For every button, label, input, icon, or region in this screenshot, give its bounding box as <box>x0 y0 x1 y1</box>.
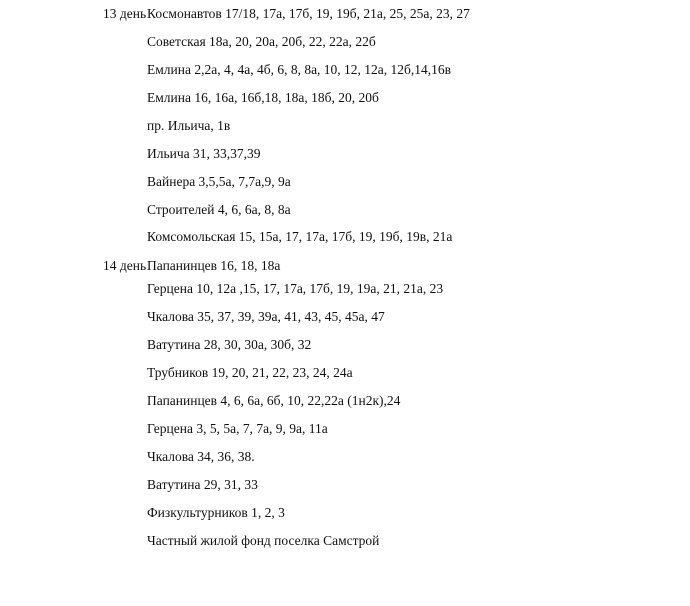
day-label: 13 день <box>103 6 147 21</box>
address-line: Вайнера 3,5,5а, 7,7а,9, 9а <box>147 174 291 189</box>
address-line: Советская 18а, 20, 20а, 20б, 22, 22а, 22б <box>147 34 376 49</box>
address-line: Емлина 16, 16а, 16б,18, 18а, 18б, 20, 20б <box>147 90 379 105</box>
address-line: Папанинцев 4, 6, 6а, 6б, 10, 22,22а (1н2к),24 <box>147 393 401 408</box>
address-line: Герцена 3, 5, 5а, 7, 7а, 9, 9а, 11а <box>147 421 328 436</box>
address-line: Физкультурников 1, 2, 3 <box>147 505 285 520</box>
day-label: 14 день <box>103 258 147 273</box>
address-line: Комсомольская 15, 15а, 17, 17а, 17б, 19, 19б, 19в, 21а <box>147 229 453 244</box>
address-line: Трубников 19, 20, 21, 22, 23, 24, 24а <box>147 365 353 380</box>
address-line: Космонавтов 17/18, 17а, 17б, 19, 19б, 21а, 25, 25а, 23, 27 <box>147 6 470 21</box>
address-line: Чкалова 34, 36, 38. <box>147 449 255 464</box>
address-line: Частный жилой фонд поселка Самстрой <box>147 533 380 548</box>
address-line: Емлина 2,2а, 4, 4а, 4б, 6, 8, 8а, 10, 12, 12а, 12б,14,16в <box>147 62 452 77</box>
address-line: Строителей 4, 6, 6а, 8, 8а <box>147 202 291 217</box>
address-line: пр. Ильича, 1в <box>147 118 231 133</box>
address-line: Ильича 31, 33,37,39 <box>147 146 261 161</box>
address-line: Чкалова 35, 37, 39, 39а, 41, 43, 45, 45а, 47 <box>147 309 385 324</box>
address-line: Папанинцев 16, 18, 18а <box>147 258 281 273</box>
address-line: Ватутина 28, 30, 30а, 30б, 32 <box>147 337 312 352</box>
address-line: Ватутина 29, 31, 33 <box>147 477 258 492</box>
address-line: Герцена 10, 12а ,15, 17, 17а, 17б, 19, 19а, 21, 21а, 23 <box>147 281 444 296</box>
